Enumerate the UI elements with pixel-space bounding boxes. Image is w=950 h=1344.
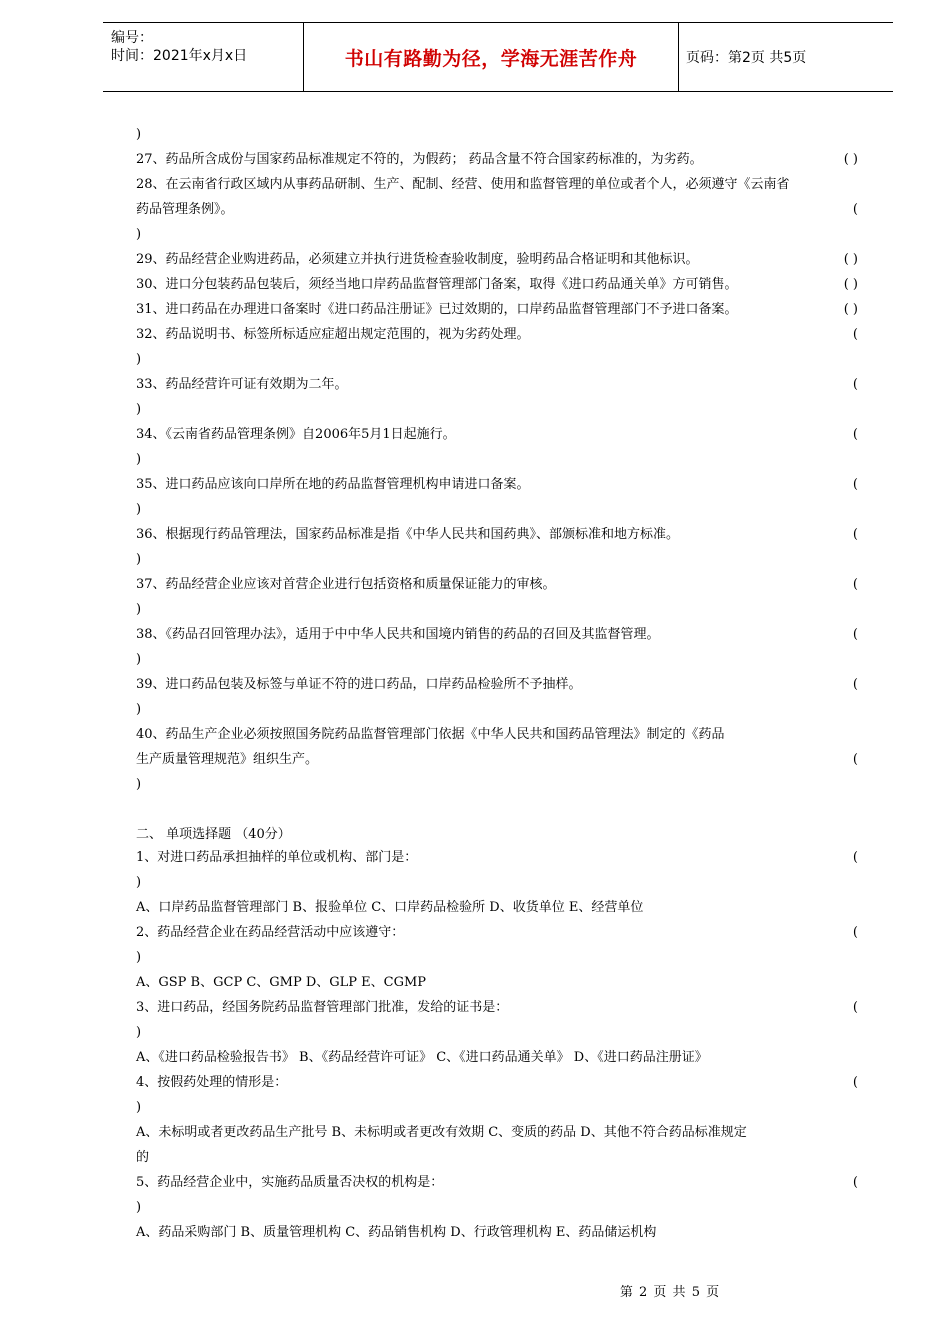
text-line	[136, 1175, 858, 1191]
line-text: 33、药品经营许可证有效期为二年。	[136, 377, 348, 392]
line-text: A、GSP B、GCP C、GMP D、GLP E、CGMP	[136, 975, 427, 990]
answer-bracket: (	[852, 1075, 858, 1090]
answer-bracket: (	[852, 427, 858, 442]
page-footer: 第 2 页 共 5 页	[619, 1285, 721, 1300]
line-text: A、《进口药品检验报告书》 B、《药品经营许可证》 C、《进口药品通关单》 D、《进口药品注册证》	[136, 1050, 708, 1065]
text-line	[136, 702, 858, 718]
text-line	[136, 925, 858, 941]
line-text: )	[136, 875, 142, 890]
text-line	[136, 875, 858, 891]
text-line	[136, 652, 858, 668]
text-line	[136, 402, 858, 418]
line-text: )	[136, 552, 142, 567]
line-text: )	[136, 402, 142, 417]
line-text: 36、根据现行药品管理法，国家药品标准是指《中华人民共和国药典》、部颁标准和地方标准。	[136, 527, 680, 542]
line-text: 5、药品经营企业中，实施药品质量否决权的机构是：	[136, 1175, 444, 1190]
text-line	[136, 427, 858, 443]
text-line	[136, 452, 858, 468]
line-text: 二、 单项选择题 （40分）	[136, 827, 291, 842]
text-line	[136, 302, 858, 318]
line-text: A、未标明或者更改药品生产批号 B、未标明或者更改有效期 C、变质的药品 D、其他不符合药品标准规定	[136, 1125, 747, 1140]
line-text: 生产质量管理规范》组织生产。	[136, 752, 319, 767]
text-line	[136, 827, 858, 843]
line-text: 28、在云南省行政区域内从事药品研制、生产、配制、经营、使用和监督管理的单位或者个人，必须遵守《云南省	[136, 177, 790, 192]
text-line	[136, 527, 858, 543]
line-text: 4、按假药处理的情形是：	[136, 1075, 288, 1090]
answer-bracket: (	[852, 850, 858, 865]
text-line	[136, 202, 858, 218]
answer-bracket: (	[852, 327, 858, 342]
answer-bracket: (	[852, 1000, 858, 1015]
text-line	[136, 1050, 858, 1066]
line-text: )	[136, 502, 142, 517]
line-text: )	[136, 352, 142, 367]
line-text: )	[136, 602, 142, 617]
header-motto: 书山有路勤为径，学海无涯苦作舟	[303, 23, 679, 91]
text-line	[136, 677, 858, 693]
answer-bracket: (	[852, 377, 858, 392]
number-label: 编号：	[111, 30, 153, 46]
text-line	[136, 1200, 858, 1216]
line-text: )	[136, 452, 142, 467]
answer-bracket: (	[852, 677, 858, 692]
line-text: 1、对进口药品承担抽样的单位或机构、部门是：	[136, 850, 418, 865]
line-text: )	[136, 950, 142, 965]
text-line	[136, 227, 858, 243]
text-line	[136, 1025, 858, 1041]
line-text: 37、药品经营企业应该对首营企业进行包括资格和质量保证能力的审核。	[136, 577, 556, 592]
text-line	[136, 177, 858, 193]
text-line	[136, 502, 858, 518]
header-meta	[103, 23, 303, 91]
text-line	[136, 1000, 858, 1016]
answer-bracket: (	[852, 202, 858, 217]
text-line	[136, 1125, 858, 1141]
text-line	[136, 327, 858, 343]
text-line	[136, 577, 858, 593]
line-text: 30、进口分包装药品包装后，须经当地口岸药品监督管理部门备案，取得《进口药品通关单》方可销售。	[136, 277, 738, 292]
text-line	[136, 900, 858, 916]
line-text: 40、药品生产企业必须按照国务院药品监督管理部门依据《中华人民共和国药品管理法》制定的《药品	[136, 727, 725, 742]
line-text: A、药品采购部门 B、质量管理机构 C、药品销售机构 D、行政管理机构 E、药品储运机构	[136, 1225, 657, 1240]
answer-bracket: (	[852, 627, 858, 642]
line-text: )	[136, 777, 142, 792]
answer-bracket: ( )	[843, 277, 858, 292]
text-line	[136, 277, 858, 293]
text-line	[136, 777, 858, 793]
answer-bracket: ( )	[843, 152, 858, 167]
line-text: )	[136, 652, 142, 667]
line-text: )	[136, 1200, 142, 1215]
line-text: 38、《药品召回管理办法》，适用于中中华人民共和国境内销售的药品的召回及其监督管理。	[136, 627, 660, 642]
line-text: )	[136, 127, 142, 142]
line-text: 39、进口药品包装及标签与单证不符的进口药品，口岸药品检验所不予抽样。	[136, 677, 582, 692]
line-text: 的	[136, 1150, 150, 1165]
line-text: 31、进口药品在办理进口备案时《进口药品注册证》已过效期的，口岸药品监督管理部门不予进口备案。	[136, 302, 738, 317]
text-line	[136, 1225, 858, 1241]
line-text: 27、药品所含成份与国家药品标准规定不符的，为假药； 药品含量不符合国家药标准的，为劣药。	[136, 152, 703, 167]
answer-bracket: (	[852, 925, 858, 940]
line-text: A、口岸药品监督管理部门 B、报验单位 C、口岸药品检验所 D、收货单位 E、经营单位	[136, 900, 644, 915]
answer-bracket: (	[852, 527, 858, 542]
answer-bracket: (	[852, 477, 858, 492]
text-line	[136, 950, 858, 966]
answer-bracket: (	[852, 1175, 858, 1190]
line-text: )	[136, 1025, 142, 1040]
text-line	[136, 602, 858, 618]
line-text: 35、进口药品应该向口岸所在地的药品监督管理机构申请进口备案。	[136, 477, 530, 492]
line-text: 2、药品经营企业在药品经营活动中应该遵守：	[136, 925, 405, 940]
text-line	[136, 627, 858, 643]
text-line	[136, 477, 858, 493]
line-text: )	[136, 702, 142, 717]
text-line	[136, 1075, 858, 1091]
text-line	[136, 752, 858, 768]
answer-bracket: (	[852, 752, 858, 767]
answer-bracket: ( )	[843, 252, 858, 267]
text-line	[136, 1150, 858, 1166]
text-line	[136, 552, 858, 568]
text-line	[136, 1100, 858, 1116]
answer-bracket: ( )	[843, 302, 858, 317]
line-text: 32、药品说明书、标签所标适应症超出规定范围的，视为劣药处理。	[136, 327, 530, 342]
text-line	[136, 850, 858, 866]
text-line	[136, 352, 858, 368]
text-line	[136, 127, 858, 143]
page-header	[103, 22, 893, 92]
line-text: 药品管理条例》。	[136, 202, 234, 217]
text-line	[136, 975, 858, 991]
header-page-label: 页码：第2页 共5页	[686, 50, 807, 66]
answer-bracket: (	[852, 577, 858, 592]
text-line	[136, 152, 858, 168]
text-line	[136, 377, 858, 393]
time-label: 时间：2021年x月x日	[111, 48, 248, 64]
line-text: 3、进口药品，经国务院药品监督管理部门批准，发给的证书是：	[136, 1000, 509, 1015]
line-text: 34、《云南省药品管理条例》自2006年5月1日起施行。	[136, 427, 456, 442]
line-text: 29、药品经营企业购进药品，必须建立并执行进货检查验收制度，验明药品合格证明和其他标识。	[136, 252, 699, 267]
line-text: )	[136, 1100, 142, 1115]
text-line	[136, 252, 858, 268]
text-line	[136, 727, 858, 743]
line-text: )	[136, 227, 142, 242]
